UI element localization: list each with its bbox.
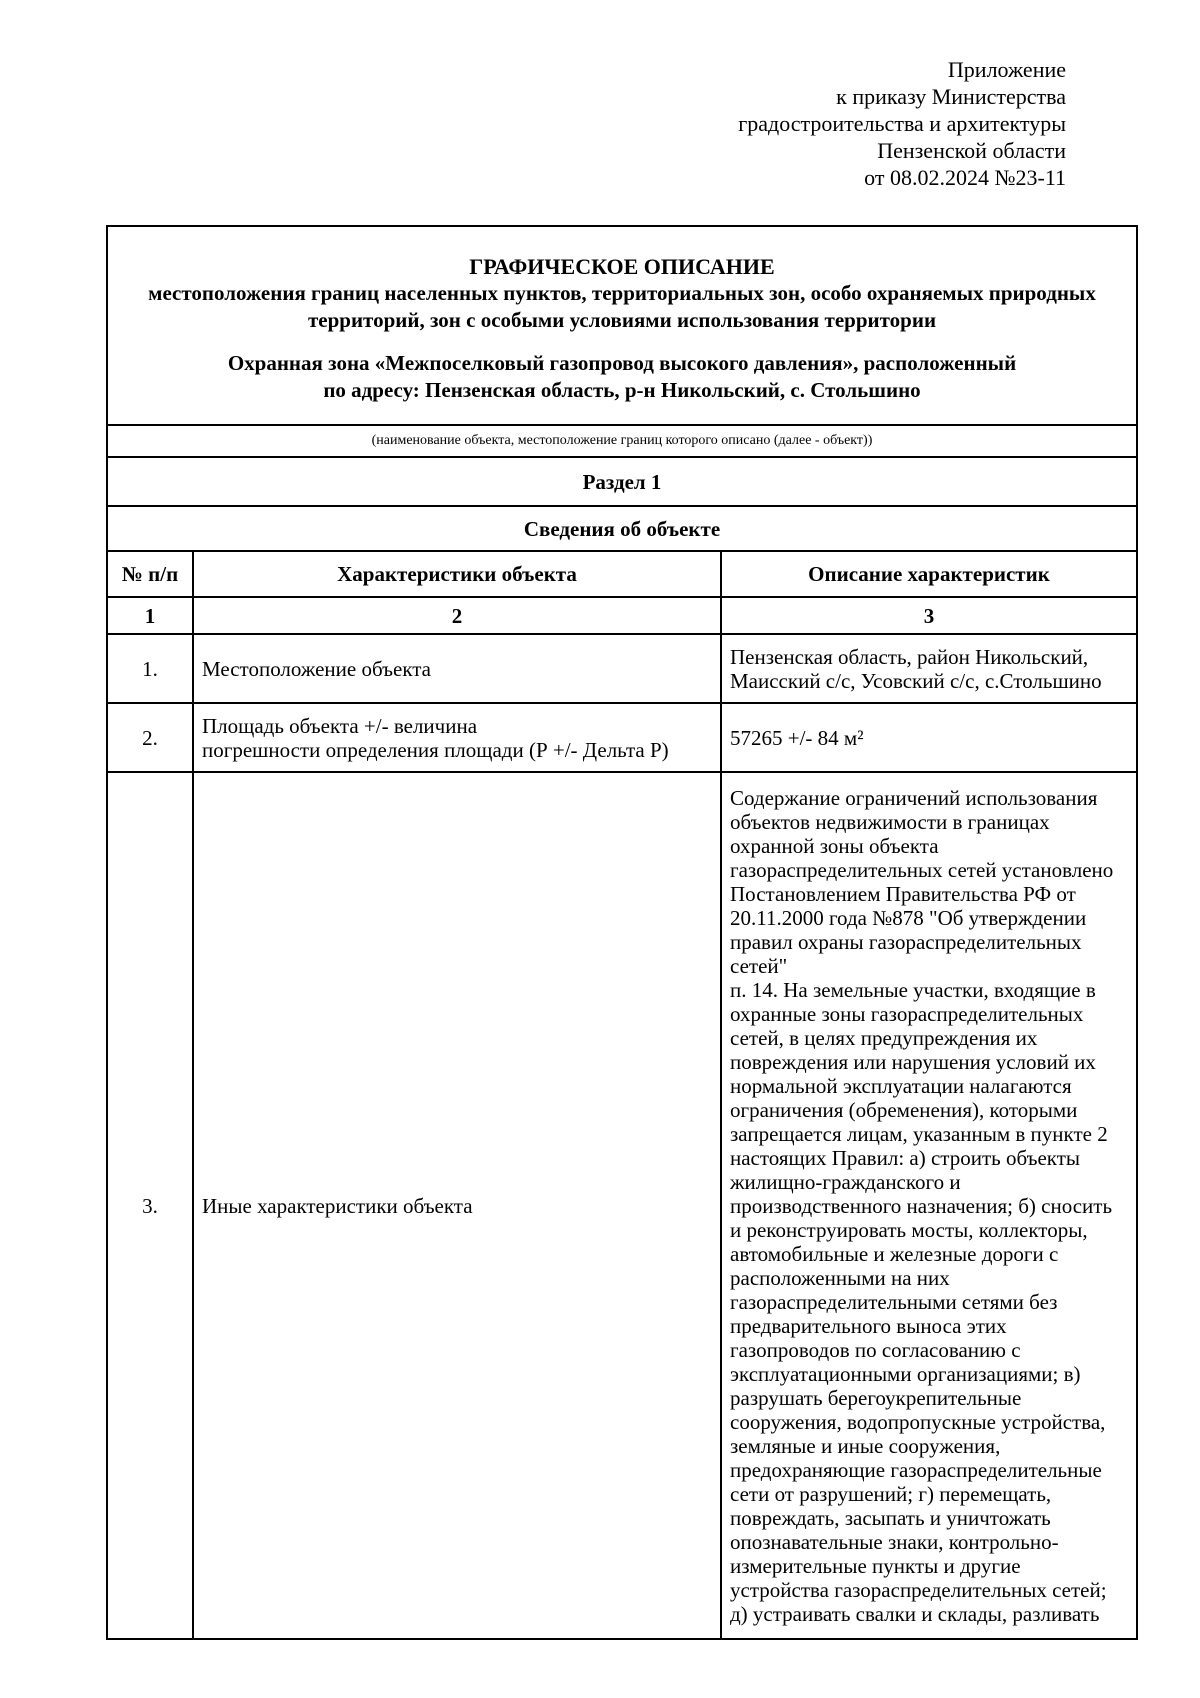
row-characteristic: Иные характеристики объекта — [193, 772, 721, 1639]
header-line: Приложение — [947, 57, 1066, 82]
header-line: к приказу Министерства — [836, 84, 1066, 109]
column-header-description: Описание характеристик — [721, 551, 1137, 597]
row-characteristic: Местоположение объекта — [193, 634, 721, 703]
object-note: (наименование объекта, местоположение границ которого описано (далее - объект)) — [107, 425, 1137, 457]
object-name — [138, 350, 1106, 404]
subsection-heading: Сведения об объекте — [107, 506, 1137, 551]
column-index: 1 — [107, 597, 193, 634]
header-line: Пензенской области — [877, 138, 1066, 163]
column-header-characteristic: Характеристики объекта — [193, 551, 721, 597]
document-title: ГРАФИЧЕСКОЕ ОПИСАНИЕ — [469, 253, 775, 279]
row-number: 2. — [107, 703, 193, 772]
header-line: градостроительства и архитектуры — [738, 111, 1066, 136]
column-index: 3 — [721, 597, 1137, 634]
column-index: 2 — [193, 597, 721, 634]
document-subtitle: местоположения границ населенных пунктов, территориальных зон, особо охраняемых природных территорий, зон с особыми условиями использования территории — [148, 280, 1096, 332]
header-line: от 08.02.2024 №23-11 — [864, 165, 1066, 190]
row-description: Содержание ограничений использования объектов недвижимости в границах охранной зоны объекта газораспределительных сетей установлено Постановлением Правительства РФ от 20.11.2000 года №878 "Об утверждении правил охраны газораспределительных сетей" п. 14. На земельные участки, входящие в охранные зоны газораспределительных сетей, в целях предупреждения их повреждения или нарушения условий их нормальной эксплуатации налагаются ограничения (обременения), которыми запрещается лицам, указанным в пункте 2 настоящих Правил: а) строить объекты жилищно-гражданского и производственного назначения; б) сносить и реконструировать мосты, коллекторы, автомобильные и железные дороги с расположенными на них газораспределительными сетями без предварительного выноса этих газопроводов по согласованию с эксплуатационными организациями; в) разрушать берегоукрепительные сооружения, водопропускные устройства, земляные и иные сооружения, предохраняющие газораспределительные сети от разрушений; г) перемещать, повреждать, засыпать и уничтожать опознавательные знаки, контрольно- измерительные пункты и другие устройства газораспределительных сетей; д) устраивать свалки и склады, разливать — [721, 772, 1137, 1639]
table-row — [107, 772, 1137, 1639]
row-number: 3. — [107, 772, 193, 1639]
description-table — [106, 225, 1138, 1640]
approval-header — [466, 56, 1066, 191]
table-row — [107, 703, 1137, 772]
table-row — [107, 634, 1137, 703]
object-name-line: по адресу: Пензенская область, р-н Никольский, с. Стольшино — [323, 377, 921, 402]
title-cell — [107, 226, 1137, 425]
row-characteristic: Площадь объекта +/- величина погрешности определения площади (Р +/- Дельта Р) — [193, 703, 721, 772]
row-number: 1. — [107, 634, 193, 703]
object-name-line: Охранная зона «Межпоселковый газопровод высокого давления», расположенный — [227, 350, 1017, 375]
column-header-num: № п/п — [107, 551, 193, 597]
row-description: 57265 +/- 84 м² — [721, 703, 1137, 772]
section-heading: Раздел 1 — [107, 457, 1137, 506]
row-description: Пензенская область, район Никольский, Маисский с/с, Усовский с/с, с.Стольшино — [721, 634, 1137, 703]
